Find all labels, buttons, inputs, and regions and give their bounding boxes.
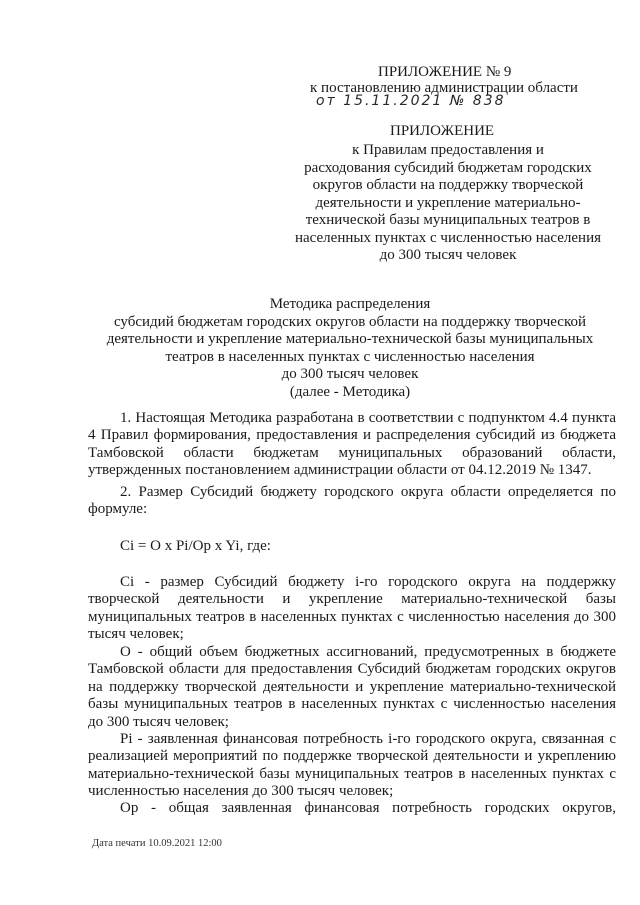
definition-op: Ор - общая заявленная финансовая потребность городских округов, bbox=[120, 800, 616, 816]
inner-appendix-line: к Правилам предоставления и bbox=[352, 142, 544, 158]
formula: Ci = O x Pi/Op x Yi, где: bbox=[120, 538, 271, 554]
methodology-title-line: (далее - Методика) bbox=[289, 383, 411, 400]
definition-ci: Ci - размер Субсидий бюджету i-го городского округа на поддержку творческой деятельности и укрепление материально-технической базы муниципальных театров в населенных пунктах с численностью населения до 300 тысяч человек; bbox=[88, 574, 616, 643]
inner-appendix-line: расходования субсидий бюджетам городских bbox=[304, 159, 592, 176]
inner-appendix-line: технической базы муниципальных театров в bbox=[305, 212, 591, 228]
appendix-title: ПРИЛОЖЕНИЕ № 9 bbox=[378, 64, 512, 80]
methodology-title-line: до 300 тысяч человек bbox=[281, 366, 419, 382]
methodology-title-line: Методика распределения bbox=[269, 296, 431, 312]
methodology-title-line: субсидий бюджетам городских округов области на поддержку творческой bbox=[113, 313, 587, 330]
inner-appendix-line: округов области на поддержку творческой bbox=[312, 177, 584, 193]
inner-appendix-text bbox=[280, 142, 616, 265]
paragraph-2: 2. Размер Субсидий бюджету городского округа области определяется по формуле: bbox=[88, 484, 616, 518]
handwritten-date-number: от 15.11.2021 № 838 bbox=[316, 93, 506, 109]
inner-appendix-line: до 300 тысяч человек bbox=[379, 247, 517, 263]
methodology-title-line: деятельности и укрепление материально-технической базы муниципальных bbox=[106, 331, 594, 347]
inner-appendix-title: ПРИЛОЖЕНИЕ bbox=[390, 123, 495, 139]
definition-o: О - общий объем бюджетных ассигнований, предусмотренных в бюджете Тамбовской области для предоставления Субсидий бюджетам городских округов на поддержку творческой деятельности и укрепление материально-технической базы муниципальных театров в населенных пунктах с численностью населения до 300 тысяч человек; bbox=[88, 644, 616, 730]
inner-appendix-line: населенных пунктах с численностью населения bbox=[295, 229, 601, 246]
inner-appendix-line: деятельности и укрепление материально- bbox=[315, 194, 581, 211]
methodology-title-line: театров в населенных пунктах с численностью населения bbox=[165, 348, 535, 365]
methodology-title bbox=[80, 296, 620, 401]
definition-pi: Pi - заявленная финансовая потребность i-го городского округа, связанная с реализацией мероприятий по поддержке творческой деятельности и укреплению материально-технической базы муниципальных театров в населенных пунктах с численностью населения до 300 тысяч человек; bbox=[88, 731, 616, 800]
paragraph-1: 1. Настоящая Методика разработана в соответствии с подпунктом 4.4 пункта 4 Правил формирования, предоставления и распределения субсидий из бюджета Тамбовской области бюджетам муниципальных образований области, утвержденных постановлением администрации области от 04.12.2019 № 1347. bbox=[88, 410, 616, 479]
print-date: Дата печати 10.09.2021 12:00 bbox=[92, 838, 222, 849]
appendix-subtitle: к постановлению администрации области bbox=[310, 80, 578, 96]
